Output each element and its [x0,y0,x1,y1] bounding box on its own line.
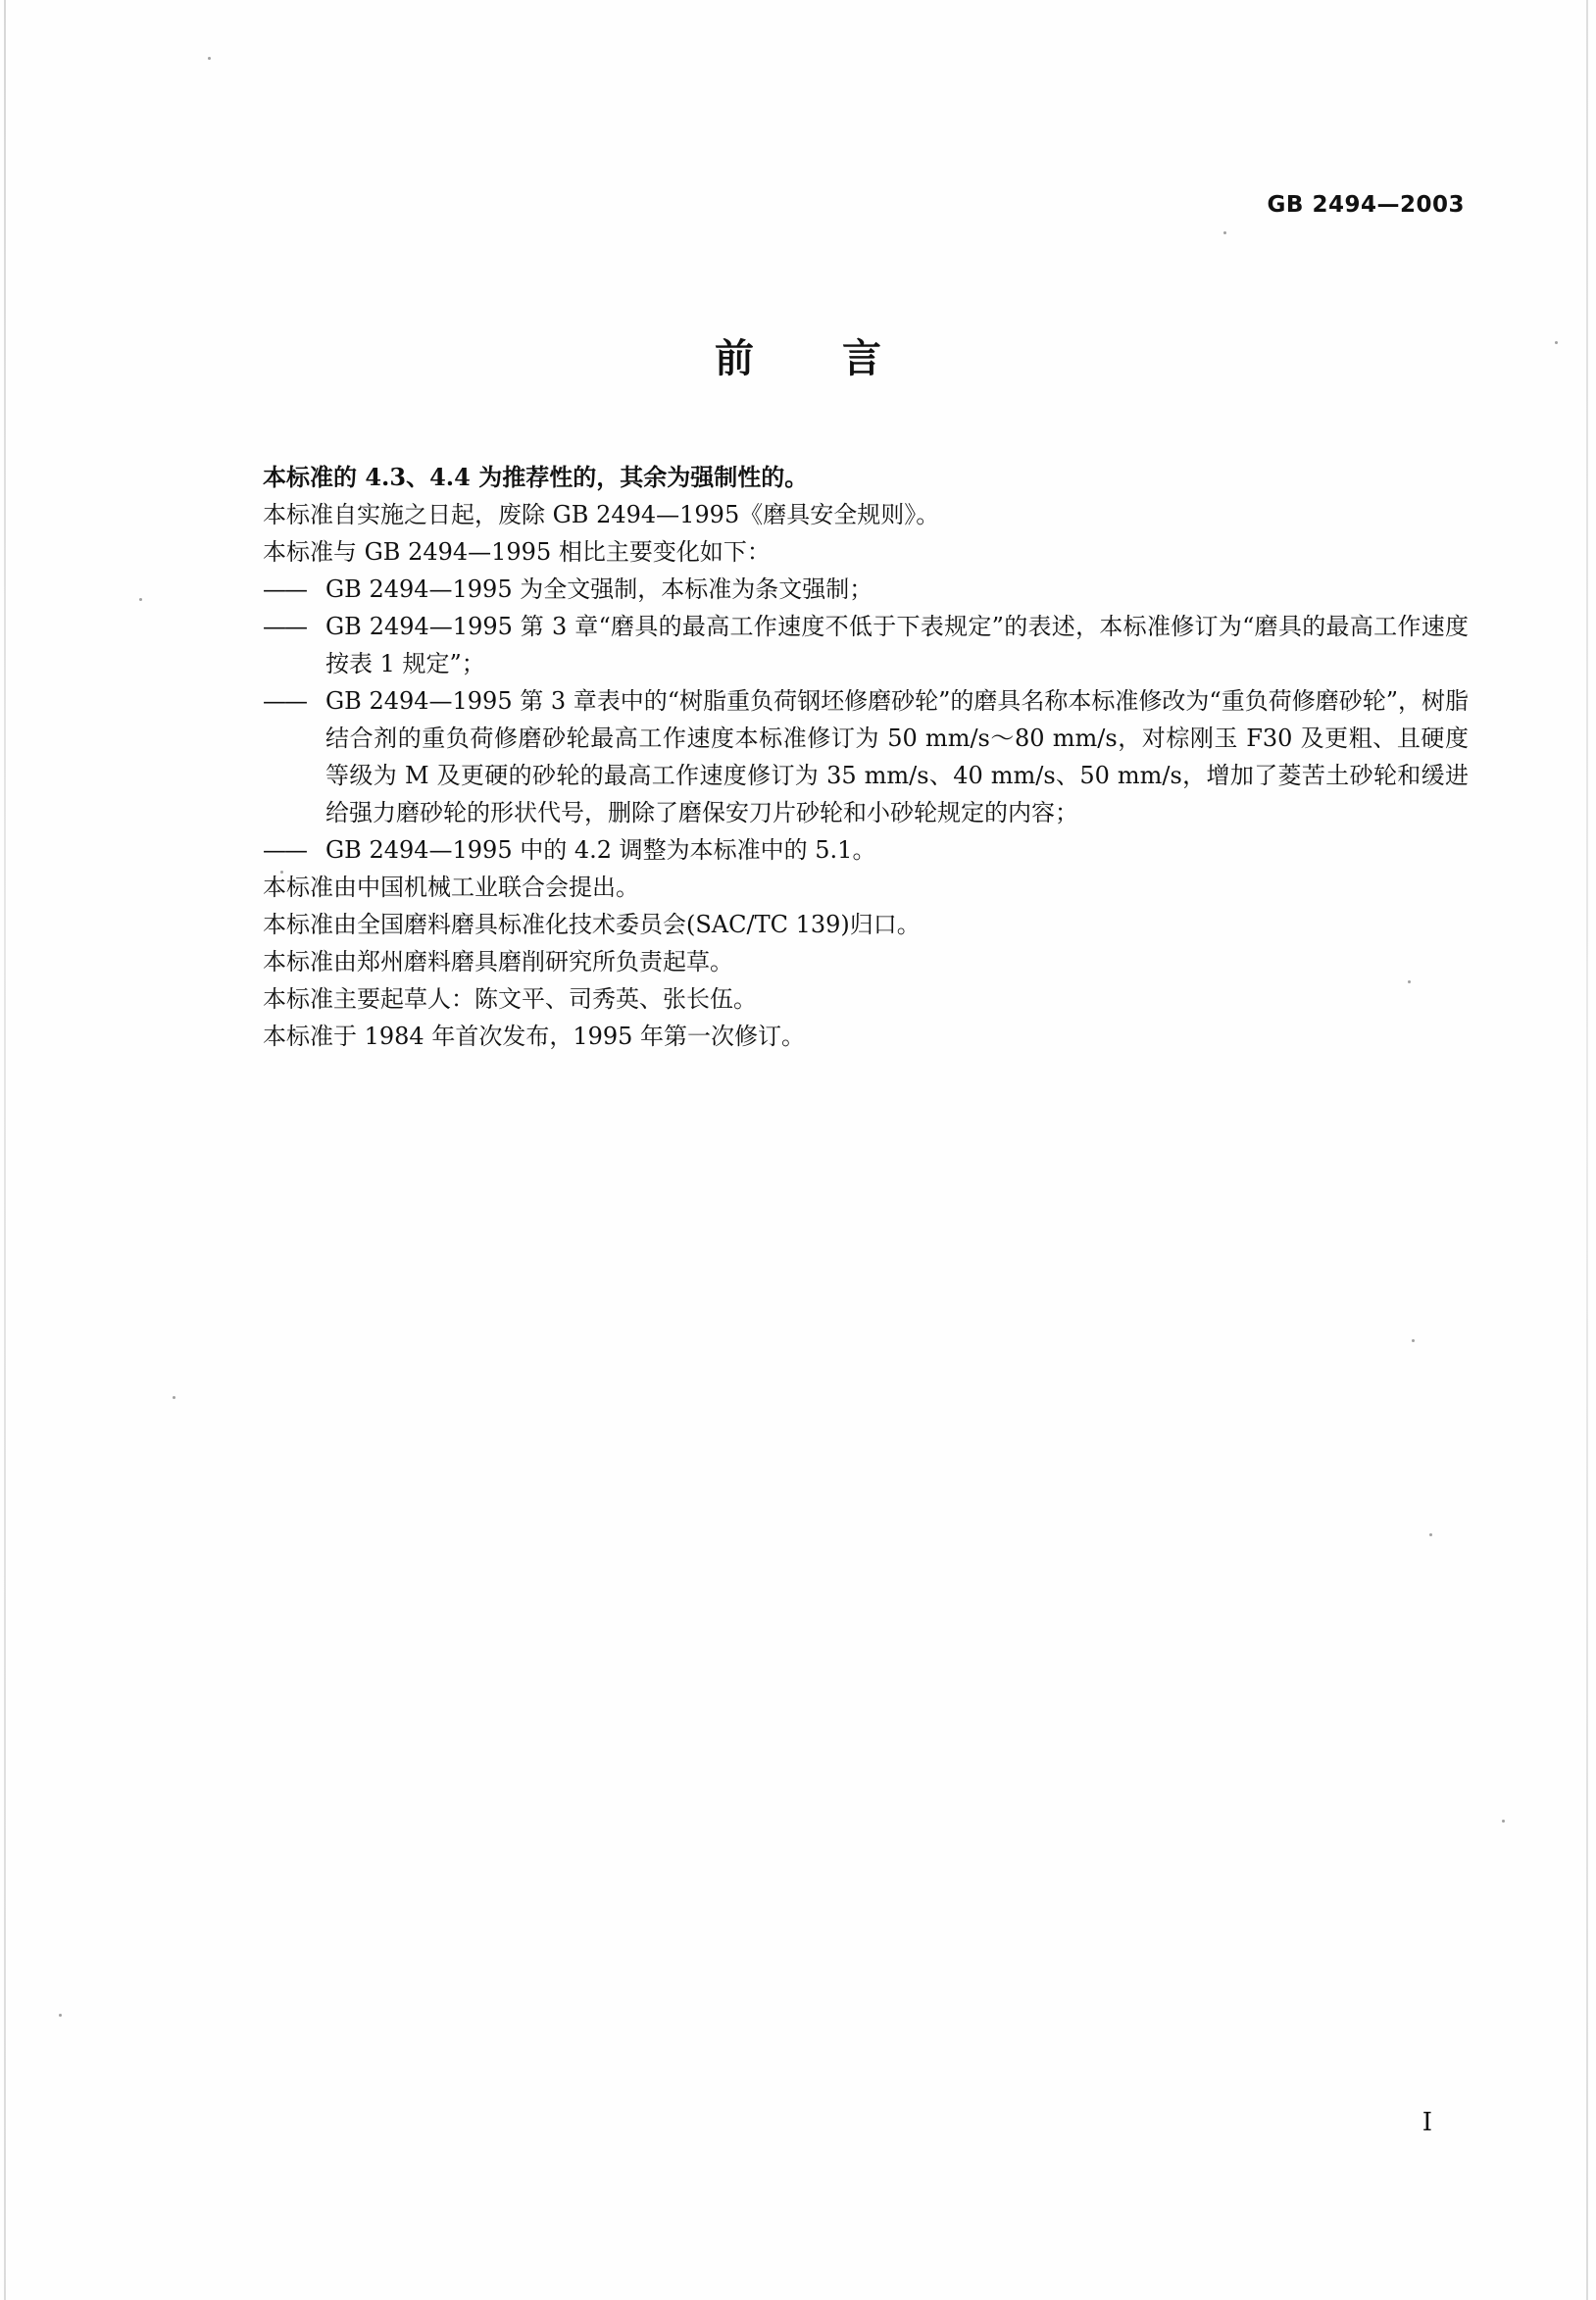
change-item-text: GB 2494—1995 中的 4.2 调整为本标准中的 5.1。 [325,836,876,864]
paragraph-history: 本标准于 1984 年首次发布，1995 年第一次修订。 [263,1023,806,1050]
change-item-text: GB 2494—1995 第 3 章表中的“树脂重负荷钢坯修磨砂轮”的磨具名称本标准修改为“重负荷修磨砂轮”，树脂结合剂的重负荷修磨砂轮最高工作速度本标准修订为 50 mm/s～80 mm/s，对棕刚玉 F30 及更粗、且硬度等级为 M 及更硬的砂轮的最高工作速度修订为 35 mm/s、40 mm/s、50 mm/s，增加了菱苦土砂轮和缓进给强力磨砂轮的形状代号，删除了磨保安刀片砂轮和小砂轮规定的内容； [325,687,1469,826]
standard-code: GB 2494—2003 [1267,192,1465,218]
page-title: 前言 [715,336,970,381]
scan-speck [208,57,211,60]
paragraph-changes-intro: 本标准与 GB 2494—1995 相比主要变化如下： [263,538,771,566]
scan-speck [173,1396,175,1399]
dash-marker: —— [263,687,306,715]
paragraph-proposer: 本标准由中国机械工业联合会提出。 [263,874,639,901]
scan-speck [139,598,142,601]
scan-speck [1502,1820,1505,1823]
dash-marker: —— [263,613,306,640]
dash-marker: —— [263,575,306,603]
change-item [263,682,1469,831]
scan-speck [1429,1533,1432,1536]
paragraph-drafting-unit: 本标准由郑州磨料磨具磨削研究所负责起草。 [263,948,733,975]
page-number: I [1421,2108,1432,2137]
change-item-text: GB 2494—1995 第 3 章“磨具的最高工作速度不低于下表规定”的表述，本标准修订为“磨具的最高工作速度按表 1 规定”； [325,613,1469,677]
change-item [263,831,1469,869]
paragraph-technical-committee: 本标准由全国磨料磨具标准化技术委员会(SAC/TC 139)归口。 [263,911,921,938]
scan-speck [1412,1339,1415,1342]
change-item-text: GB 2494—1995 为全文强制，本标准为条文强制； [325,575,873,603]
paragraph-scope: 本标准的 4.3、4.4 为推荐性的，其余为强制性的。 [263,463,809,491]
change-item [263,571,1469,608]
change-item [263,608,1469,682]
paragraph-drafters: 本标准主要起草人：陈文平、司秀英、张长伍。 [263,985,757,1013]
paragraph-supersedes: 本标准自实施之日起，废除 GB 2494—1995《磨具安全规则》。 [263,501,940,528]
foreword-body [263,459,1469,1055]
scan-speck [59,2014,62,2017]
dash-marker: —— [263,836,306,864]
scan-speck [1223,231,1226,234]
